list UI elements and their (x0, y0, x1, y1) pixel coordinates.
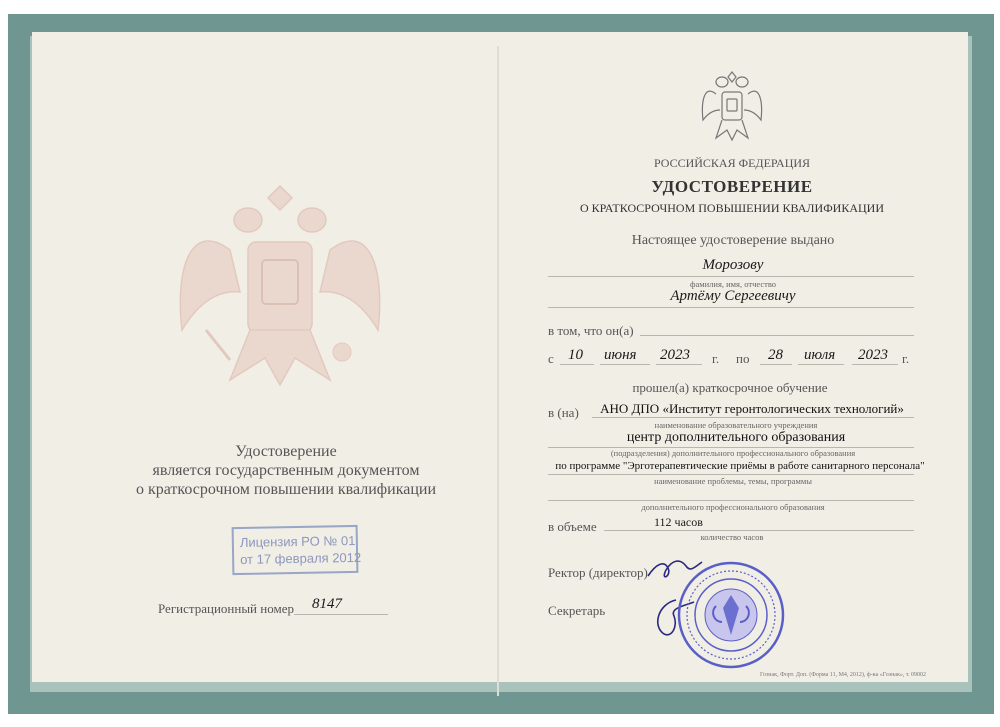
institution-line (592, 417, 914, 418)
institution-caption: наименование образовательного учреждения (654, 420, 818, 430)
from-year: 2023 (660, 347, 690, 363)
secretary-label: Секретарь (548, 603, 606, 618)
that-line (640, 335, 914, 336)
to-month: июля (804, 347, 836, 363)
department-caption: (подразделения) дополнительного профессионального образования (610, 448, 856, 458)
program-line-2 (548, 500, 914, 501)
statement-line-3: о краткосрочном повышении квалификации (135, 481, 437, 498)
to-year-line (852, 364, 898, 365)
surname-line (548, 276, 914, 277)
to-label: по (736, 351, 750, 366)
to-year-abbr: г. (902, 351, 910, 366)
program-line (548, 474, 914, 475)
from-month-line (600, 364, 650, 365)
from-year-line (656, 364, 702, 365)
registration-label: Регистрационный номер (158, 601, 294, 616)
that-label: в том, что он(а) (548, 323, 634, 338)
program-caption-2: дополнительного профессионального образования (641, 502, 825, 512)
department-value: центр дополнительного образования (626, 430, 846, 445)
from-label: с (548, 351, 554, 366)
from-day-line (560, 364, 594, 365)
surname-value: Морозову (702, 257, 764, 273)
footer-print-note: Гознак, Форт. Доп. (Форма 11, М4, 2012), ф-ка «Гознак», т. 09002 (760, 672, 927, 678)
coat-of-arms-emblem (700, 68, 764, 144)
rector-label: Ректор (директор) (548, 565, 648, 580)
hours-line (604, 530, 914, 531)
statement-line-2: является государственным документом (152, 462, 420, 479)
in-label: в (на) (548, 405, 579, 420)
given-names-line (548, 307, 914, 308)
registration-line (294, 614, 388, 615)
document-title: УДОСТОВЕРЕНИЕ (651, 177, 813, 196)
document-subtitle: О КРАТКОСРОЧНОМ ПОВЫШЕНИИ КВАЛИФИКАЦИИ (579, 201, 885, 215)
volume-label: в объеме (548, 519, 597, 534)
hours-value: 112 часов (654, 515, 703, 529)
stamp-line-2: от 17 февраля 2012 (240, 549, 362, 567)
program-caption: наименование проблемы, темы, программы (654, 476, 812, 486)
to-month-line (798, 364, 844, 365)
to-day: 28 (768, 347, 783, 363)
from-month: июня (604, 347, 637, 363)
fio-caption: фамилия, имя, отчество (689, 279, 777, 289)
round-seal (676, 560, 786, 670)
watermark-eagle-emblem (170, 180, 390, 390)
license-stamp (232, 525, 362, 575)
hours-caption: количество часов (700, 532, 764, 542)
from-day: 10 (568, 347, 583, 363)
fold-line (497, 46, 499, 696)
completed-label: прошел(а) краткосрочное обучение (632, 380, 828, 395)
country-heading: РОССИЙСКАЯ ФЕДЕРАЦИЯ (653, 156, 811, 170)
given-names-value: Артёму Сергеевичу (670, 288, 796, 304)
from-year-abbr: г. (712, 351, 720, 366)
statement-line-1: Удостоверение (235, 443, 337, 460)
to-day-line (760, 364, 792, 365)
stamp-line-1: Лицензия РО № 01 (239, 532, 356, 550)
program-value: по программе "Эрготерапевтические приёмы в работе санитарного персонала" (555, 460, 925, 472)
registration-number: 8147 (312, 596, 342, 612)
issued-to-label: Настоящее удостоверение выдано (631, 233, 835, 248)
institution-value: АНО ДПО «Институт геронтологических технологий» (600, 401, 904, 416)
to-year: 2023 (858, 347, 888, 363)
